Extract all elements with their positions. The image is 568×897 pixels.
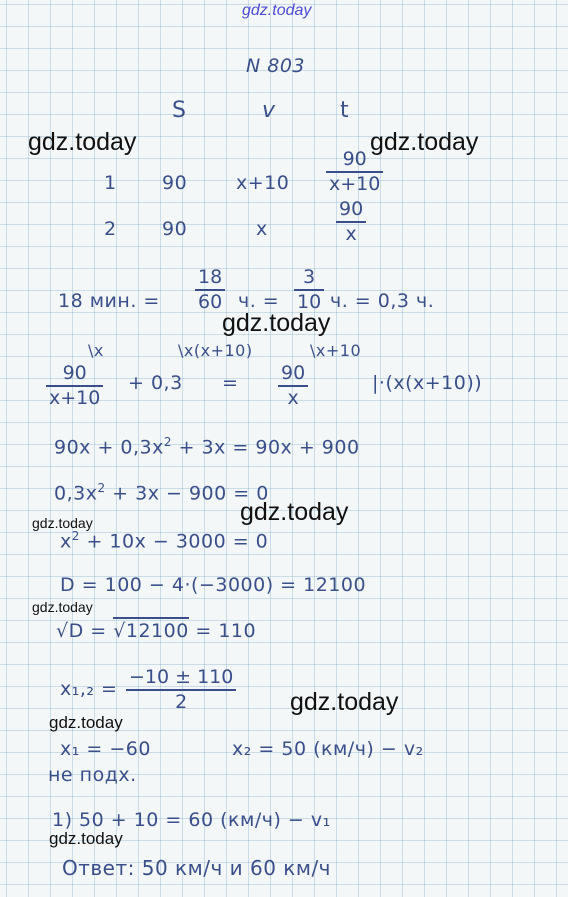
row1-t-fraction [326, 150, 383, 194]
conversion-unit-2: ч. = 0,3 ч. [330, 290, 435, 312]
watermark: gdz.today [370, 128, 479, 156]
fraction-denominator: 2 [175, 691, 188, 713]
sqrt-right: = 110 [195, 620, 257, 642]
root-x2: x₂ = 50 (км/ч) − v₂ [232, 738, 424, 760]
watermark-small: gdz.today [32, 515, 93, 531]
header-t: t [340, 98, 350, 123]
header-s: S [172, 98, 187, 123]
header-v: v [262, 98, 276, 123]
step-pre: x [60, 530, 72, 553]
watermark: gdz.today [240, 498, 349, 526]
exponent: 2 [97, 481, 106, 495]
fraction-denominator: 10 [297, 291, 322, 313]
watermark: gdz.today [290, 688, 399, 716]
problem-number: N 803 [246, 55, 306, 77]
row1-s: 90 [162, 172, 188, 194]
fraction-numerator: 3 [303, 266, 316, 288]
root-x1: x₁ = −60 [60, 738, 151, 760]
step-pre: 0,3x [54, 482, 98, 505]
multiplier-left: \x [88, 341, 104, 360]
discriminant-line: D = 100 − 4·(−3000) = 12100 [60, 574, 367, 596]
row2-number: 2 [104, 218, 117, 240]
row2-v: x [256, 218, 268, 240]
equation-rhs-fraction [278, 364, 308, 408]
fraction-numerator: 18 [198, 266, 223, 288]
conversion-unit-1: ч. = [238, 290, 280, 312]
row2-s: 90 [162, 218, 188, 240]
roots-label: x₁,₂ = [60, 678, 118, 700]
equation-plus: + 0,3 [128, 372, 183, 394]
step-post: + 3x − 900 = 0 [112, 482, 269, 505]
watermark-small: gdz.today [49, 829, 123, 848]
sqrt-line [56, 622, 256, 641]
row1-number: 1 [104, 172, 117, 194]
sqrt-radical: √12100 [113, 617, 189, 642]
multiplier-right: \x+10 [310, 341, 362, 360]
sqrt-left: √D = [56, 620, 107, 642]
equation-multiplier: |·(x(x+10)) [372, 372, 483, 394]
equation-equals: = [222, 372, 239, 394]
fraction-denominator: x [287, 387, 299, 409]
fraction-denominator: x [345, 223, 357, 245]
step-line-2 [54, 482, 269, 503]
roots-fraction [126, 668, 236, 712]
step-line-1 [54, 436, 360, 457]
step-pre: 90x + 0,3x [54, 436, 164, 459]
step-post: + 3x = 90x + 900 [178, 436, 360, 459]
step-line-3 [60, 530, 268, 551]
watermark-small: gdz.today [32, 599, 93, 615]
solution-step-1: 1) 50 + 10 = 60 (км/ч) − v₁ [52, 809, 331, 831]
fraction-denominator: x+10 [329, 173, 381, 195]
fraction-numerator: 90 [342, 148, 367, 170]
not-fit-note: не подх. [48, 764, 137, 786]
watermark: gdz.today [28, 128, 137, 156]
exponent: 2 [71, 529, 80, 543]
multiplier-middle: \x(x+10) [178, 341, 253, 360]
fraction-numerator: 90 [281, 362, 306, 384]
watermark: gdz.today [222, 309, 331, 337]
conversion-fraction-1 [195, 268, 225, 312]
fraction-denominator: x+10 [49, 387, 101, 409]
watermark-top: gdz.today [242, 2, 312, 19]
fraction-numerator: 90 [62, 362, 87, 384]
answer-line: Ответ: 50 км/ч и 60 км/ч [62, 856, 332, 880]
row1-v: x+10 [236, 172, 290, 194]
fraction-denominator: 60 [198, 291, 223, 313]
row2-t-fraction [336, 200, 366, 244]
fraction-numerator: −10 ± 110 [129, 666, 234, 688]
exponent: 2 [163, 435, 173, 449]
fraction-numerator: 90 [339, 198, 364, 220]
watermark-small: gdz.today [49, 713, 123, 732]
equation-lhs-fraction [46, 364, 103, 408]
conversion-left: 18 мин. = [58, 290, 160, 312]
conversion-fraction-2 [294, 268, 324, 312]
step-post: + 10x − 3000 = 0 [86, 530, 269, 553]
